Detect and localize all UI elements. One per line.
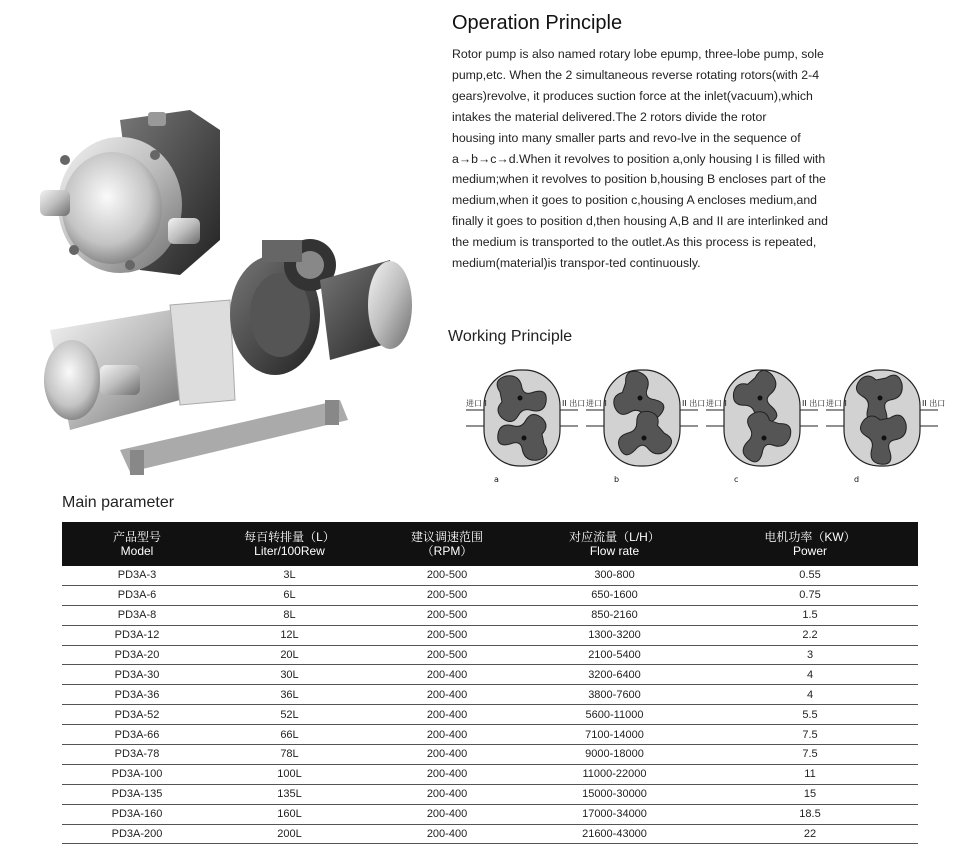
table-cell: 15 xyxy=(702,784,918,804)
table-cell: PD3A-8 xyxy=(62,605,212,625)
table-cell: 78L xyxy=(212,745,367,765)
table-cell: 200-500 xyxy=(367,566,527,585)
table-cell: 200-400 xyxy=(367,764,527,784)
table-cell: PD3A-100 xyxy=(62,764,212,784)
table-cell: 8L xyxy=(212,605,367,625)
header-cn: 对应流量（L/H） xyxy=(569,530,660,544)
table-cell: 5600-11000 xyxy=(527,705,702,725)
table-cell: 36L xyxy=(212,685,367,705)
table-row xyxy=(62,725,918,745)
header-model xyxy=(62,522,212,566)
table-cell: 21600-43000 xyxy=(527,824,702,844)
header-en: Liter/100Rew xyxy=(254,544,325,558)
table-cell: PD3A-135 xyxy=(62,784,212,804)
table-cell: 12L xyxy=(212,625,367,645)
outlet-label: II 出口 xyxy=(562,399,586,408)
parameter-table xyxy=(62,522,918,844)
stage-label: d xyxy=(854,475,860,484)
outlet-label: II 出口 xyxy=(922,399,946,408)
table-cell: 11000-22000 xyxy=(527,764,702,784)
table-cell: PD3A-200 xyxy=(62,824,212,844)
table-cell: 300-800 xyxy=(527,566,702,585)
table-cell: 7.5 xyxy=(702,725,918,745)
table-cell: 17000-34000 xyxy=(527,804,702,824)
table-cell: PD3A-30 xyxy=(62,665,212,685)
text-line: Rotor pump is also named rotary lobe epump, three-lobe pump, sole xyxy=(452,47,824,61)
table-cell: 200-400 xyxy=(367,784,527,804)
table-cell: 200-400 xyxy=(367,705,527,725)
text-line: the medium is transported to the outlet.As this process is repeated, xyxy=(452,235,817,250)
inlet-label: 进口 I xyxy=(826,399,847,408)
text-line: gears)revolve, it produces suction force at the inlet(vacuum),which xyxy=(452,88,813,103)
table-cell: 200-500 xyxy=(367,605,527,625)
table-cell: 4 xyxy=(702,665,918,685)
table-cell: 7.5 xyxy=(702,745,918,765)
table-cell: 200-500 xyxy=(367,625,527,645)
text-line: intakes the material delivered.The 2 rotors divide the rotor xyxy=(452,109,767,124)
table-cell: 135L xyxy=(212,784,367,804)
table-cell: 200-400 xyxy=(367,685,527,705)
text-line: pump,etc. When the 2 simultaneous reverse rotating rotors(with 2-4 xyxy=(452,67,820,82)
operation-principle-text xyxy=(452,44,860,274)
table-cell: 2.2 xyxy=(702,625,918,645)
pump-product-photos xyxy=(30,100,430,490)
header-power xyxy=(702,522,918,566)
rotor-stage-diagram xyxy=(586,367,705,484)
text-line: medium(material)is transpor-ted continuously. xyxy=(452,256,701,271)
rotor-stage-diagram xyxy=(706,367,825,484)
header-en: Model xyxy=(120,544,154,558)
table-cell: 5.5 xyxy=(702,705,918,725)
table-cell: 20L xyxy=(212,645,367,665)
text-line: housing into many smaller parts and revo-lve in the sequence of xyxy=(452,130,801,145)
table-cell: PD3A-3 xyxy=(62,566,212,585)
table-cell: 0.75 xyxy=(702,585,918,605)
header-cn: 每百转排量（L） xyxy=(244,530,335,544)
stage-label: a xyxy=(494,475,499,484)
table-cell: 7100-14000 xyxy=(527,725,702,745)
table-row xyxy=(62,566,918,585)
table-cell: 100L xyxy=(212,764,367,784)
table-cell: 200-400 xyxy=(367,725,527,745)
inlet-label: 进口 I xyxy=(466,399,487,408)
table-cell: 4 xyxy=(702,685,918,705)
table-cell: 1300-3200 xyxy=(527,625,702,645)
table-cell: 200-400 xyxy=(367,665,527,685)
table-row xyxy=(62,645,918,665)
table-cell: 160L xyxy=(212,804,367,824)
table-cell: 200-500 xyxy=(367,645,527,665)
header-speed xyxy=(367,522,527,566)
table-cell: 1.5 xyxy=(702,605,918,625)
header-cn: 产品型号 xyxy=(112,530,161,544)
outlet-label: II 出口 xyxy=(802,399,826,408)
table-cell: 200-400 xyxy=(367,804,527,824)
table-cell: 850-2160 xyxy=(527,605,702,625)
rotor-stage-diagram xyxy=(466,370,585,484)
header-en: Power xyxy=(792,544,827,558)
pump-with-motor-photo xyxy=(44,239,412,475)
table-cell: 6L xyxy=(212,585,367,605)
stage-label: b xyxy=(614,475,620,484)
table-cell: PD3A-66 xyxy=(62,725,212,745)
table-row xyxy=(62,705,918,725)
table-cell: PD3A-160 xyxy=(62,804,212,824)
header-cn: 电机功率（KW） xyxy=(764,530,856,544)
table-cell: 3L xyxy=(212,566,367,585)
table-row xyxy=(62,585,918,605)
text-line: medium,when it goes to position c,housing A encloses medium,and xyxy=(452,193,818,208)
text-line: a→b→c→d.When it revolves to position a,only housing I is filled with xyxy=(452,151,826,166)
text-line: finally it goes to position d,then housing A,B and II are interlinked and xyxy=(452,214,828,229)
working-principle-diagrams xyxy=(462,360,946,490)
table-cell: 9000-18000 xyxy=(527,745,702,765)
table-row xyxy=(62,804,918,824)
table-cell: 2100-5400 xyxy=(527,645,702,665)
table-cell: 11 xyxy=(702,764,918,784)
table-row xyxy=(62,665,918,685)
header-flow-rate xyxy=(527,522,702,566)
table-cell: 200L xyxy=(212,824,367,844)
header-en: Flow rate xyxy=(589,544,640,558)
table-cell: 200-400 xyxy=(367,745,527,765)
table-cell: 650-1600 xyxy=(527,585,702,605)
pump-head-photo xyxy=(40,110,220,275)
operation-principle-title: Operation Principle xyxy=(452,12,623,34)
table-cell: 3200-6400 xyxy=(527,665,702,685)
inlet-label: 进口 I xyxy=(706,399,727,408)
table-row xyxy=(62,605,918,625)
inlet-label: 进口 I xyxy=(586,399,607,408)
table-cell: 18.5 xyxy=(702,804,918,824)
main-parameter-title: Main parameter xyxy=(62,494,175,511)
table-cell: 52L xyxy=(212,705,367,725)
table-cell: 30L xyxy=(212,665,367,685)
table-cell: 15000-30000 xyxy=(527,784,702,804)
table-cell: PD3A-52 xyxy=(62,705,212,725)
text-line: medium;when it revolves to position b,housing B encloses part of the xyxy=(452,172,826,187)
table-row xyxy=(62,625,918,645)
table-cell: PD3A-20 xyxy=(62,645,212,665)
table-cell: PD3A-78 xyxy=(62,745,212,765)
table-row xyxy=(62,824,918,844)
table-cell: 22 xyxy=(702,824,918,844)
table-row xyxy=(62,784,918,804)
table-cell: 200-400 xyxy=(367,824,527,844)
table-cell: PD3A-12 xyxy=(62,625,212,645)
stage-label: c xyxy=(734,475,739,484)
table-cell: PD3A-6 xyxy=(62,585,212,605)
working-principle-title: Working Principle xyxy=(448,328,573,345)
rotor-stage-diagram xyxy=(826,370,945,484)
table-cell: 0.55 xyxy=(702,566,918,585)
header-cn: 建议调速范围 xyxy=(410,530,483,544)
table-row xyxy=(62,745,918,765)
table-cell: 200-500 xyxy=(367,585,527,605)
table-cell: 3 xyxy=(702,645,918,665)
table-row xyxy=(62,764,918,784)
table-header-row xyxy=(62,522,918,566)
table-cell: PD3A-36 xyxy=(62,685,212,705)
table-cell: 66L xyxy=(212,725,367,745)
table-row xyxy=(62,685,918,705)
table-cell: 3800-7600 xyxy=(527,685,702,705)
header-displacement xyxy=(212,522,367,566)
outlet-label: II 出口 xyxy=(682,399,706,408)
header-en: （RPM） xyxy=(421,544,473,558)
